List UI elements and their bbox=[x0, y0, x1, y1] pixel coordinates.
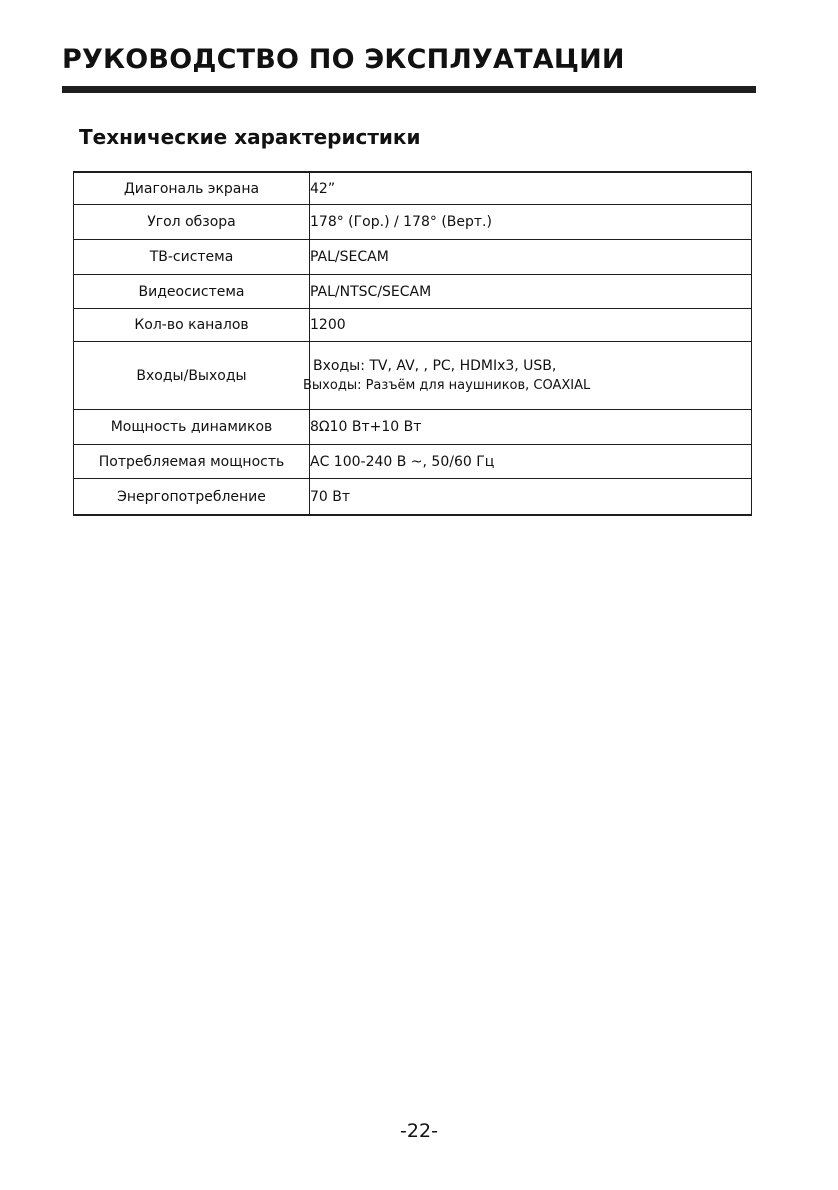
spec-label: ТВ-система bbox=[74, 240, 310, 275]
section-heading: Технические характеристики bbox=[79, 125, 421, 149]
spec-value: PAL/SECAM bbox=[310, 240, 752, 275]
table-row bbox=[74, 205, 752, 240]
title-rule bbox=[62, 86, 756, 93]
spec-label: Кол-во каналов bbox=[74, 309, 310, 342]
spec-label: Входы/Выходы bbox=[74, 342, 310, 410]
table-row bbox=[74, 172, 752, 205]
spec-label: Угол обзора bbox=[74, 205, 310, 240]
table-row bbox=[74, 309, 752, 342]
spec-value: PAL/NTSC/SECAM bbox=[310, 275, 752, 309]
spec-label: Энергопотребление bbox=[74, 479, 310, 516]
table-row bbox=[74, 342, 752, 410]
spec-label: Диагональ экрана bbox=[74, 172, 310, 205]
spec-value-io bbox=[303, 342, 752, 410]
spec-label: Видеосистема bbox=[74, 275, 310, 309]
spec-label: Мощность динамиков bbox=[74, 410, 310, 445]
table-row bbox=[74, 445, 752, 479]
table-row bbox=[74, 275, 752, 309]
spec-value: 1200 bbox=[310, 309, 752, 342]
inputs-text: Входы: TV, AV, , PC, HDMIx3, USB, bbox=[313, 357, 557, 374]
spec-value: 42” bbox=[310, 172, 752, 205]
table-row bbox=[74, 410, 752, 445]
spec-label: Потребляемая мощность bbox=[74, 445, 310, 479]
spec-value: АС 100-240 В ~, 50/60 Гц bbox=[310, 445, 752, 479]
table-row bbox=[74, 479, 752, 516]
table-row bbox=[74, 240, 752, 275]
spec-value: 178° (Гор.) / 178° (Верт.) bbox=[310, 205, 752, 240]
spec-value: 8Ω10 Вт+10 Вт bbox=[310, 410, 752, 445]
page-number: -22- bbox=[400, 1120, 438, 1142]
specs-table bbox=[73, 171, 752, 516]
spec-value: 70 Вт bbox=[310, 479, 752, 516]
outputs-text: Выходы: Разъём для наушников, COAXIAL bbox=[303, 377, 591, 393]
document-title: РУКОВОДСТВО ПО ЭКСПЛУАТАЦИИ bbox=[62, 44, 625, 75]
